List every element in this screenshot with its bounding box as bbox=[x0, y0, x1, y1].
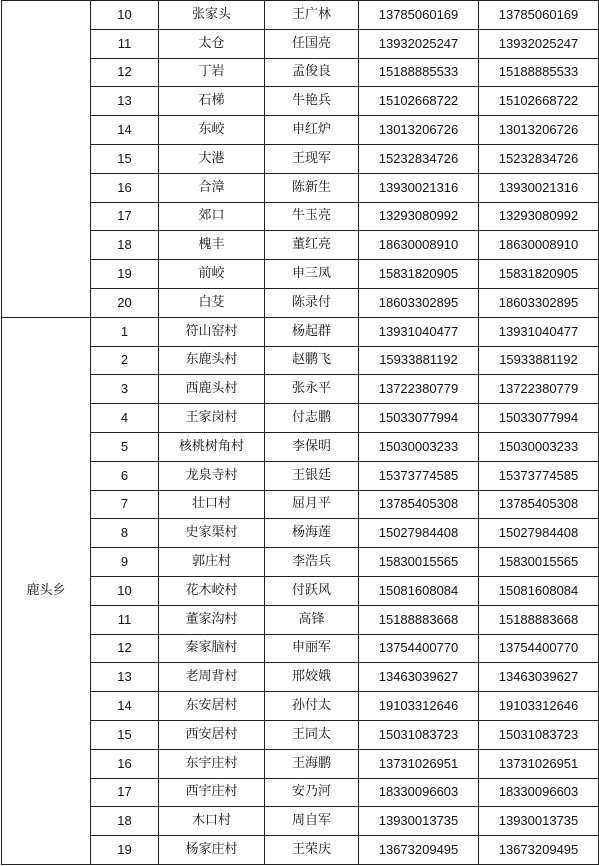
contact-name-cell: 孙付太 bbox=[265, 692, 359, 721]
row-number-cell: 16 bbox=[91, 749, 159, 778]
table-row bbox=[2, 173, 599, 202]
phone-secondary-cell: 15030003233 bbox=[479, 432, 599, 461]
phone-secondary-cell: 18630008910 bbox=[479, 231, 599, 260]
row-number-cell: 12 bbox=[91, 634, 159, 663]
village-name-cell: 木口村 bbox=[159, 807, 265, 836]
phone-secondary-cell: 15831820905 bbox=[479, 260, 599, 289]
contact-name-cell: 任国亮 bbox=[265, 29, 359, 58]
phone-secondary-cell: 18603302895 bbox=[479, 288, 599, 317]
phone-secondary-cell: 13932025247 bbox=[479, 29, 599, 58]
village-name-cell: 郊口 bbox=[159, 202, 265, 231]
table-row bbox=[2, 807, 599, 836]
table-row bbox=[2, 144, 599, 173]
phone-secondary-cell: 13785060169 bbox=[479, 1, 599, 30]
contact-table bbox=[1, 0, 599, 865]
village-name-cell: 王家岗村 bbox=[159, 404, 265, 433]
phone-secondary-cell: 18330096603 bbox=[479, 778, 599, 807]
village-name-cell: 东宇庄村 bbox=[159, 749, 265, 778]
village-name-cell: 西安居村 bbox=[159, 720, 265, 749]
phone-primary-cell: 15102668722 bbox=[359, 87, 479, 116]
table-row bbox=[2, 288, 599, 317]
row-number-cell: 20 bbox=[91, 288, 159, 317]
phone-secondary-cell: 13722380779 bbox=[479, 375, 599, 404]
phone-primary-cell: 15933881192 bbox=[359, 346, 479, 375]
contact-name-cell: 董红亮 bbox=[265, 231, 359, 260]
contact-name-cell: 王荣庆 bbox=[265, 836, 359, 865]
phone-secondary-cell: 13931040477 bbox=[479, 317, 599, 346]
table-row bbox=[2, 375, 599, 404]
row-number-cell: 1 bbox=[91, 317, 159, 346]
contact-name-cell: 李浩兵 bbox=[265, 548, 359, 577]
phone-primary-cell: 15030003233 bbox=[359, 432, 479, 461]
table-row bbox=[2, 461, 599, 490]
phone-primary-cell: 13722380779 bbox=[359, 375, 479, 404]
phone-primary-cell: 13932025247 bbox=[359, 29, 479, 58]
row-number-cell: 3 bbox=[91, 375, 159, 404]
village-name-cell: 西鹿头村 bbox=[159, 375, 265, 404]
contact-name-cell: 陈新生 bbox=[265, 173, 359, 202]
phone-secondary-cell: 13930021316 bbox=[479, 173, 599, 202]
phone-primary-cell: 13463039627 bbox=[359, 663, 479, 692]
row-number-cell: 15 bbox=[91, 720, 159, 749]
village-name-cell: 太仓 bbox=[159, 29, 265, 58]
table-row bbox=[2, 202, 599, 231]
phone-primary-cell: 18630008910 bbox=[359, 231, 479, 260]
phone-primary-cell: 13931040477 bbox=[359, 317, 479, 346]
row-number-cell: 12 bbox=[91, 58, 159, 87]
village-name-cell: 西宇庄村 bbox=[159, 778, 265, 807]
row-number-cell: 7 bbox=[91, 490, 159, 519]
contact-name-cell: 王广林 bbox=[265, 1, 359, 30]
phone-secondary-cell: 15102668722 bbox=[479, 87, 599, 116]
phone-primary-cell: 13754400770 bbox=[359, 634, 479, 663]
village-name-cell: 槐丰 bbox=[159, 231, 265, 260]
row-number-cell: 18 bbox=[91, 231, 159, 260]
row-number-cell: 19 bbox=[91, 260, 159, 289]
phone-primary-cell: 13930013735 bbox=[359, 807, 479, 836]
contact-name-cell: 王同太 bbox=[265, 720, 359, 749]
phone-secondary-cell: 13013206726 bbox=[479, 116, 599, 145]
table-row bbox=[2, 1, 599, 30]
row-number-cell: 8 bbox=[91, 519, 159, 548]
table-row bbox=[2, 58, 599, 87]
phone-secondary-cell: 15081608084 bbox=[479, 576, 599, 605]
village-name-cell: 花木峧村 bbox=[159, 576, 265, 605]
row-number-cell: 14 bbox=[91, 116, 159, 145]
row-number-cell: 10 bbox=[91, 1, 159, 30]
contact-name-cell: 邢姣娥 bbox=[265, 663, 359, 692]
phone-primary-cell: 13293080992 bbox=[359, 202, 479, 231]
phone-primary-cell: 13731026951 bbox=[359, 749, 479, 778]
contact-name-cell: 屈月平 bbox=[265, 490, 359, 519]
village-name-cell: 白芟 bbox=[159, 288, 265, 317]
row-number-cell: 6 bbox=[91, 461, 159, 490]
table-row bbox=[2, 231, 599, 260]
table-row bbox=[2, 317, 599, 346]
row-number-cell: 15 bbox=[91, 144, 159, 173]
phone-primary-cell: 15188885533 bbox=[359, 58, 479, 87]
phone-primary-cell: 18603302895 bbox=[359, 288, 479, 317]
phone-secondary-cell: 13731026951 bbox=[479, 749, 599, 778]
village-name-cell: 董家沟村 bbox=[159, 605, 265, 634]
contact-name-cell: 申丽军 bbox=[265, 634, 359, 663]
phone-secondary-cell: 13785405308 bbox=[479, 490, 599, 519]
contact-name-cell: 高锋 bbox=[265, 605, 359, 634]
phone-primary-cell: 13013206726 bbox=[359, 116, 479, 145]
village-name-cell: 石梯 bbox=[159, 87, 265, 116]
contact-name-cell: 杨起群 bbox=[265, 317, 359, 346]
village-name-cell: 前峧 bbox=[159, 260, 265, 289]
phone-primary-cell: 13785405308 bbox=[359, 490, 479, 519]
table-row bbox=[2, 346, 599, 375]
row-number-cell: 4 bbox=[91, 404, 159, 433]
contact-name-cell: 李保明 bbox=[265, 432, 359, 461]
row-number-cell: 9 bbox=[91, 548, 159, 577]
table-row bbox=[2, 260, 599, 289]
phone-primary-cell: 15831820905 bbox=[359, 260, 479, 289]
table-row bbox=[2, 432, 599, 461]
village-name-cell: 老周背村 bbox=[159, 663, 265, 692]
phone-secondary-cell: 19103312646 bbox=[479, 692, 599, 721]
village-name-cell: 合漳 bbox=[159, 173, 265, 202]
village-name-cell: 壮口村 bbox=[159, 490, 265, 519]
row-number-cell: 2 bbox=[91, 346, 159, 375]
table-row bbox=[2, 663, 599, 692]
phone-secondary-cell: 15188883668 bbox=[479, 605, 599, 634]
village-name-cell: 东峧 bbox=[159, 116, 265, 145]
contact-name-cell: 牛艳兵 bbox=[265, 87, 359, 116]
phone-secondary-cell: 13673209495 bbox=[479, 836, 599, 865]
phone-secondary-cell: 15830015565 bbox=[479, 548, 599, 577]
row-number-cell: 13 bbox=[91, 663, 159, 692]
contact-name-cell: 孟俊良 bbox=[265, 58, 359, 87]
table-row bbox=[2, 605, 599, 634]
phone-primary-cell: 15081608084 bbox=[359, 576, 479, 605]
phone-primary-cell: 18330096603 bbox=[359, 778, 479, 807]
phone-secondary-cell: 15373774585 bbox=[479, 461, 599, 490]
contact-name-cell: 王银廷 bbox=[265, 461, 359, 490]
contact-name-cell: 付志鹏 bbox=[265, 404, 359, 433]
table-body bbox=[2, 1, 599, 865]
phone-primary-cell: 15188883668 bbox=[359, 605, 479, 634]
table-row bbox=[2, 116, 599, 145]
phone-primary-cell: 13785060169 bbox=[359, 1, 479, 30]
phone-primary-cell: 13673209495 bbox=[359, 836, 479, 865]
table-row bbox=[2, 749, 599, 778]
phone-secondary-cell: 15933881192 bbox=[479, 346, 599, 375]
contact-name-cell: 杨海莲 bbox=[265, 519, 359, 548]
contact-name-cell: 张永平 bbox=[265, 375, 359, 404]
contact-name-cell: 赵鹏飞 bbox=[265, 346, 359, 375]
village-name-cell: 杨家庄村 bbox=[159, 836, 265, 865]
village-name-cell: 东安居村 bbox=[159, 692, 265, 721]
row-number-cell: 13 bbox=[91, 87, 159, 116]
contact-name-cell: 王海鹏 bbox=[265, 749, 359, 778]
row-number-cell: 5 bbox=[91, 432, 159, 461]
row-number-cell: 17 bbox=[91, 778, 159, 807]
table-row bbox=[2, 720, 599, 749]
village-name-cell: 东鹿头村 bbox=[159, 346, 265, 375]
contact-name-cell: 申三凤 bbox=[265, 260, 359, 289]
phone-primary-cell: 15031083723 bbox=[359, 720, 479, 749]
row-number-cell: 17 bbox=[91, 202, 159, 231]
village-name-cell: 张家头 bbox=[159, 1, 265, 30]
phone-secondary-cell: 15232834726 bbox=[479, 144, 599, 173]
phone-secondary-cell: 15033077994 bbox=[479, 404, 599, 433]
village-name-cell: 秦家脑村 bbox=[159, 634, 265, 663]
row-number-cell: 16 bbox=[91, 173, 159, 202]
contact-name-cell: 安乃河 bbox=[265, 778, 359, 807]
table-row bbox=[2, 634, 599, 663]
contact-name-cell: 王现军 bbox=[265, 144, 359, 173]
contact-name-cell: 付跃风 bbox=[265, 576, 359, 605]
phone-primary-cell: 15373774585 bbox=[359, 461, 479, 490]
village-name-cell: 符山窑村 bbox=[159, 317, 265, 346]
table-row bbox=[2, 490, 599, 519]
contact-name-cell: 周自军 bbox=[265, 807, 359, 836]
contact-name-cell: 牛玉亮 bbox=[265, 202, 359, 231]
village-name-cell: 大港 bbox=[159, 144, 265, 173]
table-row bbox=[2, 87, 599, 116]
phone-primary-cell: 15830015565 bbox=[359, 548, 479, 577]
row-number-cell: 10 bbox=[91, 576, 159, 605]
table-row bbox=[2, 519, 599, 548]
row-number-cell: 14 bbox=[91, 692, 159, 721]
table-row bbox=[2, 548, 599, 577]
row-number-cell: 11 bbox=[91, 605, 159, 634]
village-name-cell: 史家渠村 bbox=[159, 519, 265, 548]
row-number-cell: 19 bbox=[91, 836, 159, 865]
village-name-cell: 核桃树角村 bbox=[159, 432, 265, 461]
contact-name-cell: 陈录付 bbox=[265, 288, 359, 317]
row-number-cell: 18 bbox=[91, 807, 159, 836]
town-cell bbox=[2, 1, 91, 318]
village-name-cell: 郭庄村 bbox=[159, 548, 265, 577]
contact-name-cell: 申红炉 bbox=[265, 116, 359, 145]
phone-primary-cell: 13930021316 bbox=[359, 173, 479, 202]
table-row bbox=[2, 29, 599, 58]
phone-secondary-cell: 13463039627 bbox=[479, 663, 599, 692]
phone-primary-cell: 15033077994 bbox=[359, 404, 479, 433]
phone-secondary-cell: 15188885533 bbox=[479, 58, 599, 87]
phone-secondary-cell: 15027984408 bbox=[479, 519, 599, 548]
row-number-cell: 11 bbox=[91, 29, 159, 58]
phone-secondary-cell: 13293080992 bbox=[479, 202, 599, 231]
phone-secondary-cell: 13930013735 bbox=[479, 807, 599, 836]
table-row bbox=[2, 836, 599, 865]
town-cell: 鹿头乡 bbox=[2, 317, 91, 864]
table-row bbox=[2, 576, 599, 605]
phone-primary-cell: 15027984408 bbox=[359, 519, 479, 548]
table-row bbox=[2, 404, 599, 433]
table-row bbox=[2, 778, 599, 807]
village-name-cell: 丁岩 bbox=[159, 58, 265, 87]
village-name-cell: 龙泉寺村 bbox=[159, 461, 265, 490]
phone-primary-cell: 19103312646 bbox=[359, 692, 479, 721]
phone-secondary-cell: 13754400770 bbox=[479, 634, 599, 663]
phone-primary-cell: 15232834726 bbox=[359, 144, 479, 173]
table-row bbox=[2, 692, 599, 721]
phone-secondary-cell: 15031083723 bbox=[479, 720, 599, 749]
